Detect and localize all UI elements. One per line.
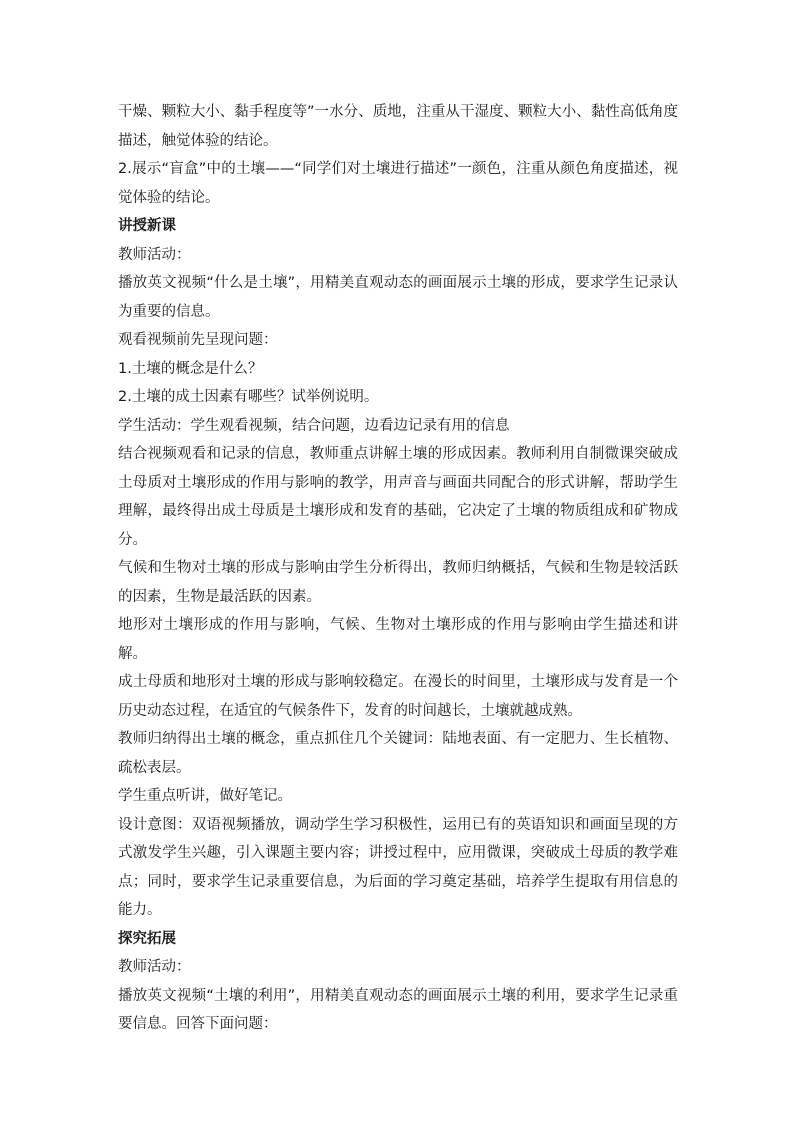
paragraph: 学生重点听讲，做好笔记。 [118,788,292,804]
paragraph: 观看视频前先呈现问题： [118,332,278,348]
paragraph: 教师归纳得出土壤的概念，重点抓住几个关键词：陆地表面、有一定肥力、生长植物、疏松表层。 [118,731,678,776]
paragraph: 教师活动： [118,959,191,975]
paragraph: 气候和生物对土壤的形成与影响由学生分析得出，教师归纳概括，气候和生物是较活跃的因素，生物是最活跃的因素。 [118,560,678,605]
paragraph: 播放英文视频“土壤的利用”，用精美直观动态的画面展示土壤的利用，要求学生记录重要信息。回答下面问题： [118,987,678,1032]
section-heading: 探究拓展 [118,930,176,947]
paragraph: 成土母质和地形对土壤的形成与影响较稳定。在漫长的时间里，土壤形成与发育是一个历史动态过程，在适宜的气候条件下，发育的时间越长，土壤就越成熟。 [118,674,678,719]
paragraph: 地形对土壤形成的作用与影响，气候、生物对土壤形成的作用与影响由学生描述和讲解。 [118,617,678,662]
paragraph: 教师活动： [118,246,191,263]
paragraph: 2.展示“盲盒”中的土壤——“同学们对土壤进行描述”一颜色，注重从颜色角度描述，视觉体验的结论。 [118,161,678,206]
paragraph: 播放英文视频“什么是土壤”，用精美直观动态的画面展示土壤的形成，要求学生记录认为重要的信息。 [118,275,678,320]
paragraph: 学生活动：学生观看视频，结合问题，边看边记录有用的信息 [118,417,510,434]
document-body [118,98,678,1039]
paragraph: 2.土壤的成土因素有哪些？试举例说明。 [118,389,379,405]
section-heading: 讲授新课 [118,218,176,234]
paragraph: 干燥、颗粒大小、黏手程度等”一水分、质地，注重从干湿度、颗粒大小、黏性高低角度描述，触觉体验的结论。 [118,104,678,149]
paragraph: 1.土壤的概念是什么？ [118,360,263,377]
paragraph: 结合视频观看和记录的信息，教师重点讲解土壤的形成因素。教师利用自制微课突破成土母质对土壤形成的作用与影响的教学，用声音与画面共同配合的形式讲解，帮助学生理解，最终得出成土母质是土壤形成和发育的基础，它决定了土壤的物质组成和矿物成分。 [118,446,678,548]
paragraph: 设计意图：双语视频播放，调动学生学习积极性，运用已有的英语知识和画面呈现的方式激发学生兴趣，引入课题主要内容；讲授过程中，应用微课，突破成土母质的教学难点；同时，要求学生记录重要信息，为后面的学习奠定基础，培养学生提取有用信息的能力。 [118,816,678,918]
